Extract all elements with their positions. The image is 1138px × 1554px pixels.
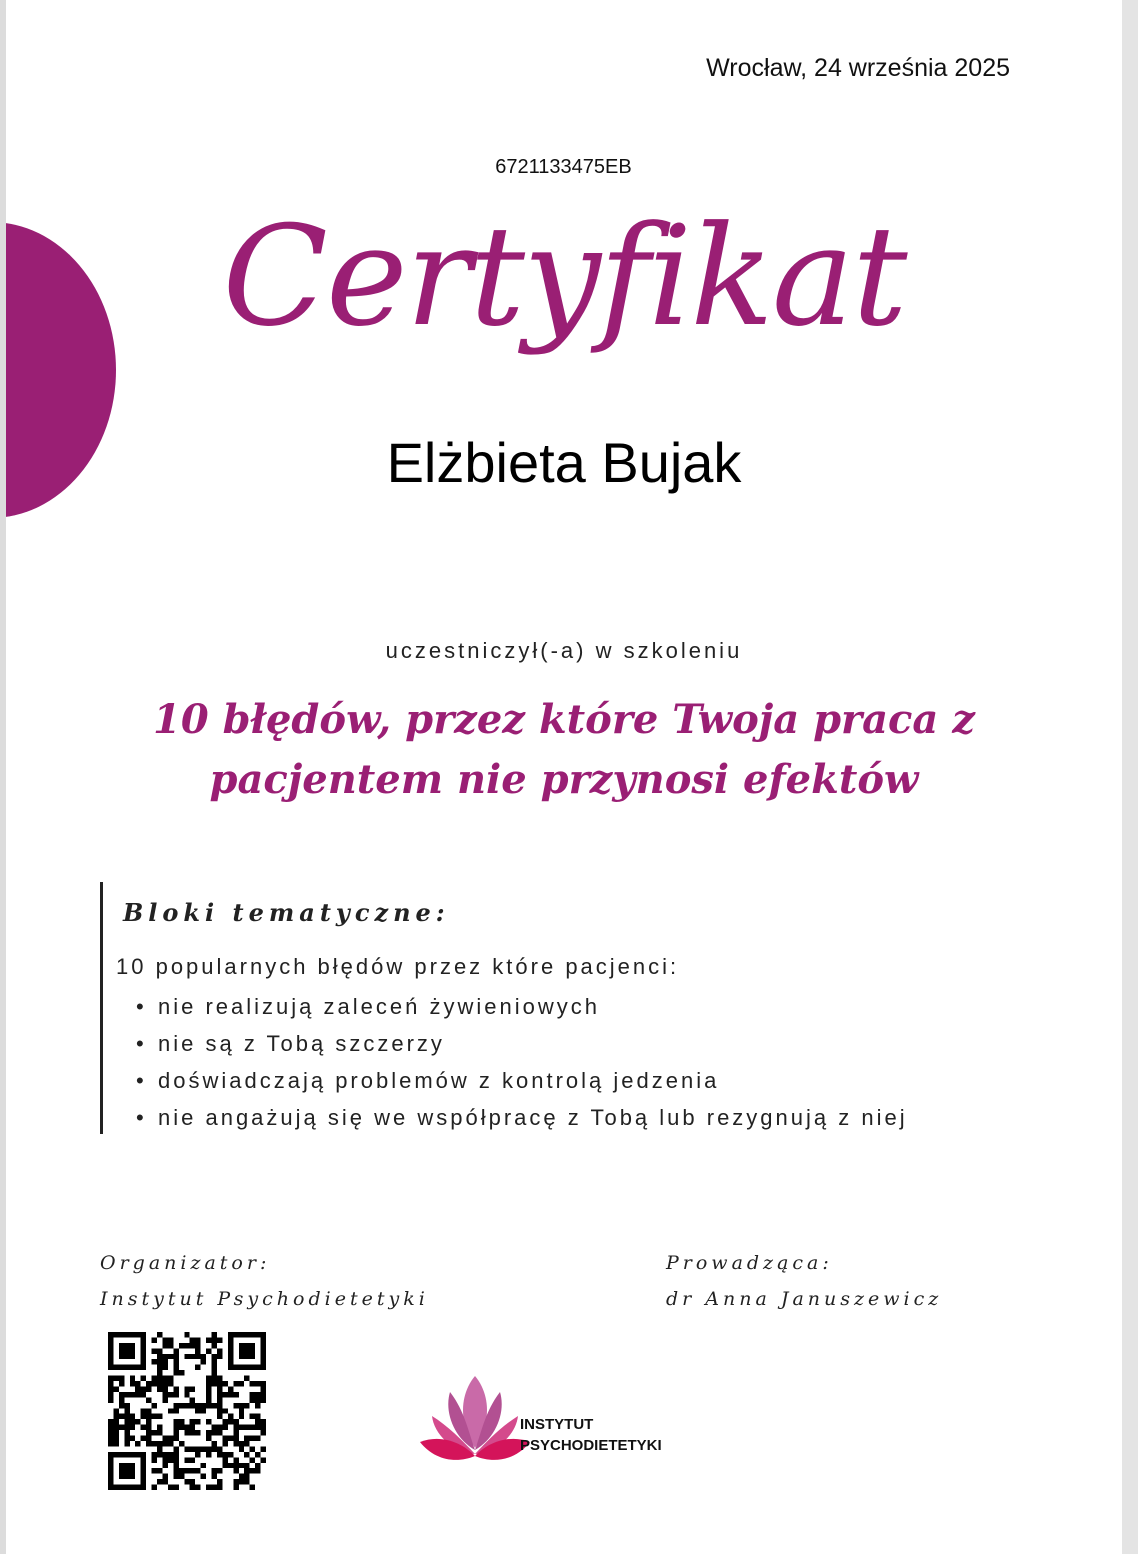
- topic-item-text: nie są z Tobą szczerzy: [158, 1031, 445, 1056]
- topics-list: [136, 988, 908, 1136]
- page-edge-right: [1122, 0, 1138, 1554]
- topics-intro: 10 popularnych błędów przez które pacjenci:: [116, 954, 680, 979]
- qr-code-icon: [108, 1332, 266, 1490]
- bullet-icon: •: [136, 1031, 147, 1056]
- bullet-icon: •: [136, 1105, 147, 1130]
- topic-item: [136, 988, 908, 1025]
- organizer-label: Organizator:: [100, 1252, 271, 1274]
- participation-text: uczestniczył(-a) w szkoleniu: [385, 638, 743, 663]
- lotus-logo-icon: [420, 1372, 530, 1464]
- place-date: Wrocław, 24 września 2025: [706, 54, 1010, 82]
- topic-item: [136, 1025, 908, 1062]
- topics-divider: [100, 882, 103, 1134]
- logo-text-line1: INSTYTUT: [520, 1416, 594, 1433]
- bullet-icon: •: [136, 994, 147, 1019]
- logo-text-line2: PSYCHODIETETYKI: [520, 1437, 662, 1454]
- certificate-page: [6, 0, 1122, 1554]
- topic-item-text: nie realizują zaleceń żywieniowych: [158, 994, 600, 1019]
- certificate-title: Certyfikat: [222, 196, 906, 357]
- topic-item-text: doświadczają problemów z kontrolą jedzenia: [158, 1068, 720, 1093]
- topic-item: [136, 1062, 908, 1099]
- recipient-name: Elżbieta Bujak: [386, 431, 742, 494]
- logo-text: [520, 1414, 662, 1456]
- lead-label: Prowadząca:: [666, 1252, 833, 1274]
- training-title: 10 błędów, przez które Twoja praca z pacjentem nie przynosi efektów: [153, 696, 975, 803]
- topic-item: [136, 1099, 908, 1136]
- topic-item-text: nie angażują się we współpracę z Tobą lub rezygnują z niej: [158, 1105, 908, 1130]
- topics-heading: Bloki tematyczne:: [123, 898, 450, 927]
- organizer-name: Instytut Psychodietetyki: [100, 1288, 429, 1310]
- certificate-id: 6721133475EB: [495, 156, 632, 178]
- lead-name: dr Anna Januszewicz: [666, 1288, 943, 1310]
- bullet-icon: •: [136, 1068, 147, 1093]
